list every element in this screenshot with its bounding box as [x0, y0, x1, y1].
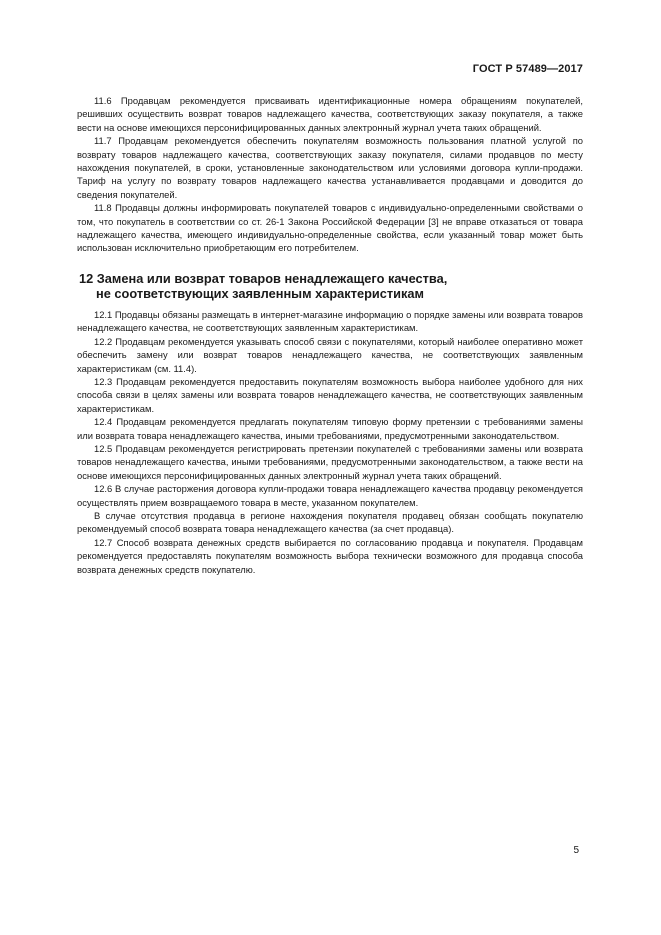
- paragraph-12-3: 12.3 Продавцам рекомендуется предоставить покупателям возможность выбора наиболее удобного для них способа связи в целях замены или возврата товаров ненадлежащего качества, не соответствующих заявленным характеристикам.: [77, 375, 583, 414]
- section-12-heading: [77, 271, 583, 302]
- document-body: [77, 94, 583, 576]
- paragraph-12-6-continued: В случае отсутствия продавца в регионе нахождения покупателя продавец обязан сообщать покупателю рекомендуемый способ возврата товара ненадлежащего качества (за счет продавца).: [77, 509, 583, 535]
- paragraph-12-4: 12.4 Продавцам рекомендуется предлагать покупателям типовую форму претензии с требованиями замены или возврата товара ненадлежащего качества, иными требованиями, предусмотренными законодательством.: [77, 416, 583, 441]
- paragraph-11-8: 11.8 Продавцы должны информировать покупателей товаров с индивидуально-определенными свойствами о том, что покупатель в соответствии со ст. 26-1 Закона Российской Федерации [3] не вправе отказаться от товара надлежащего качества, имеющего индивидуально-определенные свойства, если указанный товар может быть использован исключительно приобретающим его потребителем.: [77, 202, 583, 254]
- paragraph-11-7: 11.7 Продавцам рекомендуется обеспечить покупателям возможность пользования платной услугой по возврату товаров надлежащего качества, соответствующих заказу покупателя, силами продавцов по месту нахождения покупателей, в сроки, установленные законодательством или условиями договора купли-продажи. Тариф на услугу по возврату товаров надлежащего качества устанавливается продавцами и доводится до сведения покупателей.: [77, 135, 583, 200]
- section-12-title-line2: не соответствующих заявленным характеристикам: [96, 286, 425, 302]
- paragraph-12-1: 12.1 Продавцы обязаны размещать в интернет-магазине информацию о порядке замены или возврата товаров ненадлежащего качества, не соответствующих заявленным характеристикам.: [77, 308, 583, 334]
- document-code: ГОСТ Р 57489—2017: [472, 63, 583, 75]
- paragraph-11-6: 11.6 Продавцам рекомендуется присваивать идентификационные номера обращениям покупателей, решивших осуществить возврат товаров надлежащего качества, соответствующих заказу покупателя, а также вести на основе имеющихся персонифицированных данных электронный журнал учета таких обращений.: [77, 95, 583, 133]
- section-12-title-line1: 12 Замена или возврат товаров ненадлежащего качества,: [79, 270, 448, 286]
- paragraph-12-2: 12.2 Продавцам рекомендуется указывать способ связи с покупателями, который наиболее оперативно может обеспечить замену или возврат товаров ненадлежащего качества, не соответствующих заявленным характеристикам (см. 11.4).: [77, 335, 583, 374]
- paragraph-12-6: 12.6 В случае расторжения договора купли-продажи товара ненадлежащего качества продавцу рекомендуется осуществлять прием возвращаемого товара в месте, указанном покупателем.: [77, 483, 583, 508]
- page-number: 5: [573, 845, 579, 856]
- paragraph-12-5: 12.5 Продавцам рекомендуется регистрировать претензии покупателей с требованиями замены или возврата товаров ненадлежащего качества, иными требованиями, предусмотренными законодательством, а также вести на основе имеющихся персонифицированных данных электронный журнал учета таких обращений.: [77, 442, 583, 481]
- paragraph-12-7: 12.7 Способ возврата денежных средств выбирается по согласованию продавца и покупателя. Продавцам рекомендуется предоставлять покупателям возможность выбора технически возможного для продавца способа возврата денежных средств покупателю.: [77, 536, 583, 575]
